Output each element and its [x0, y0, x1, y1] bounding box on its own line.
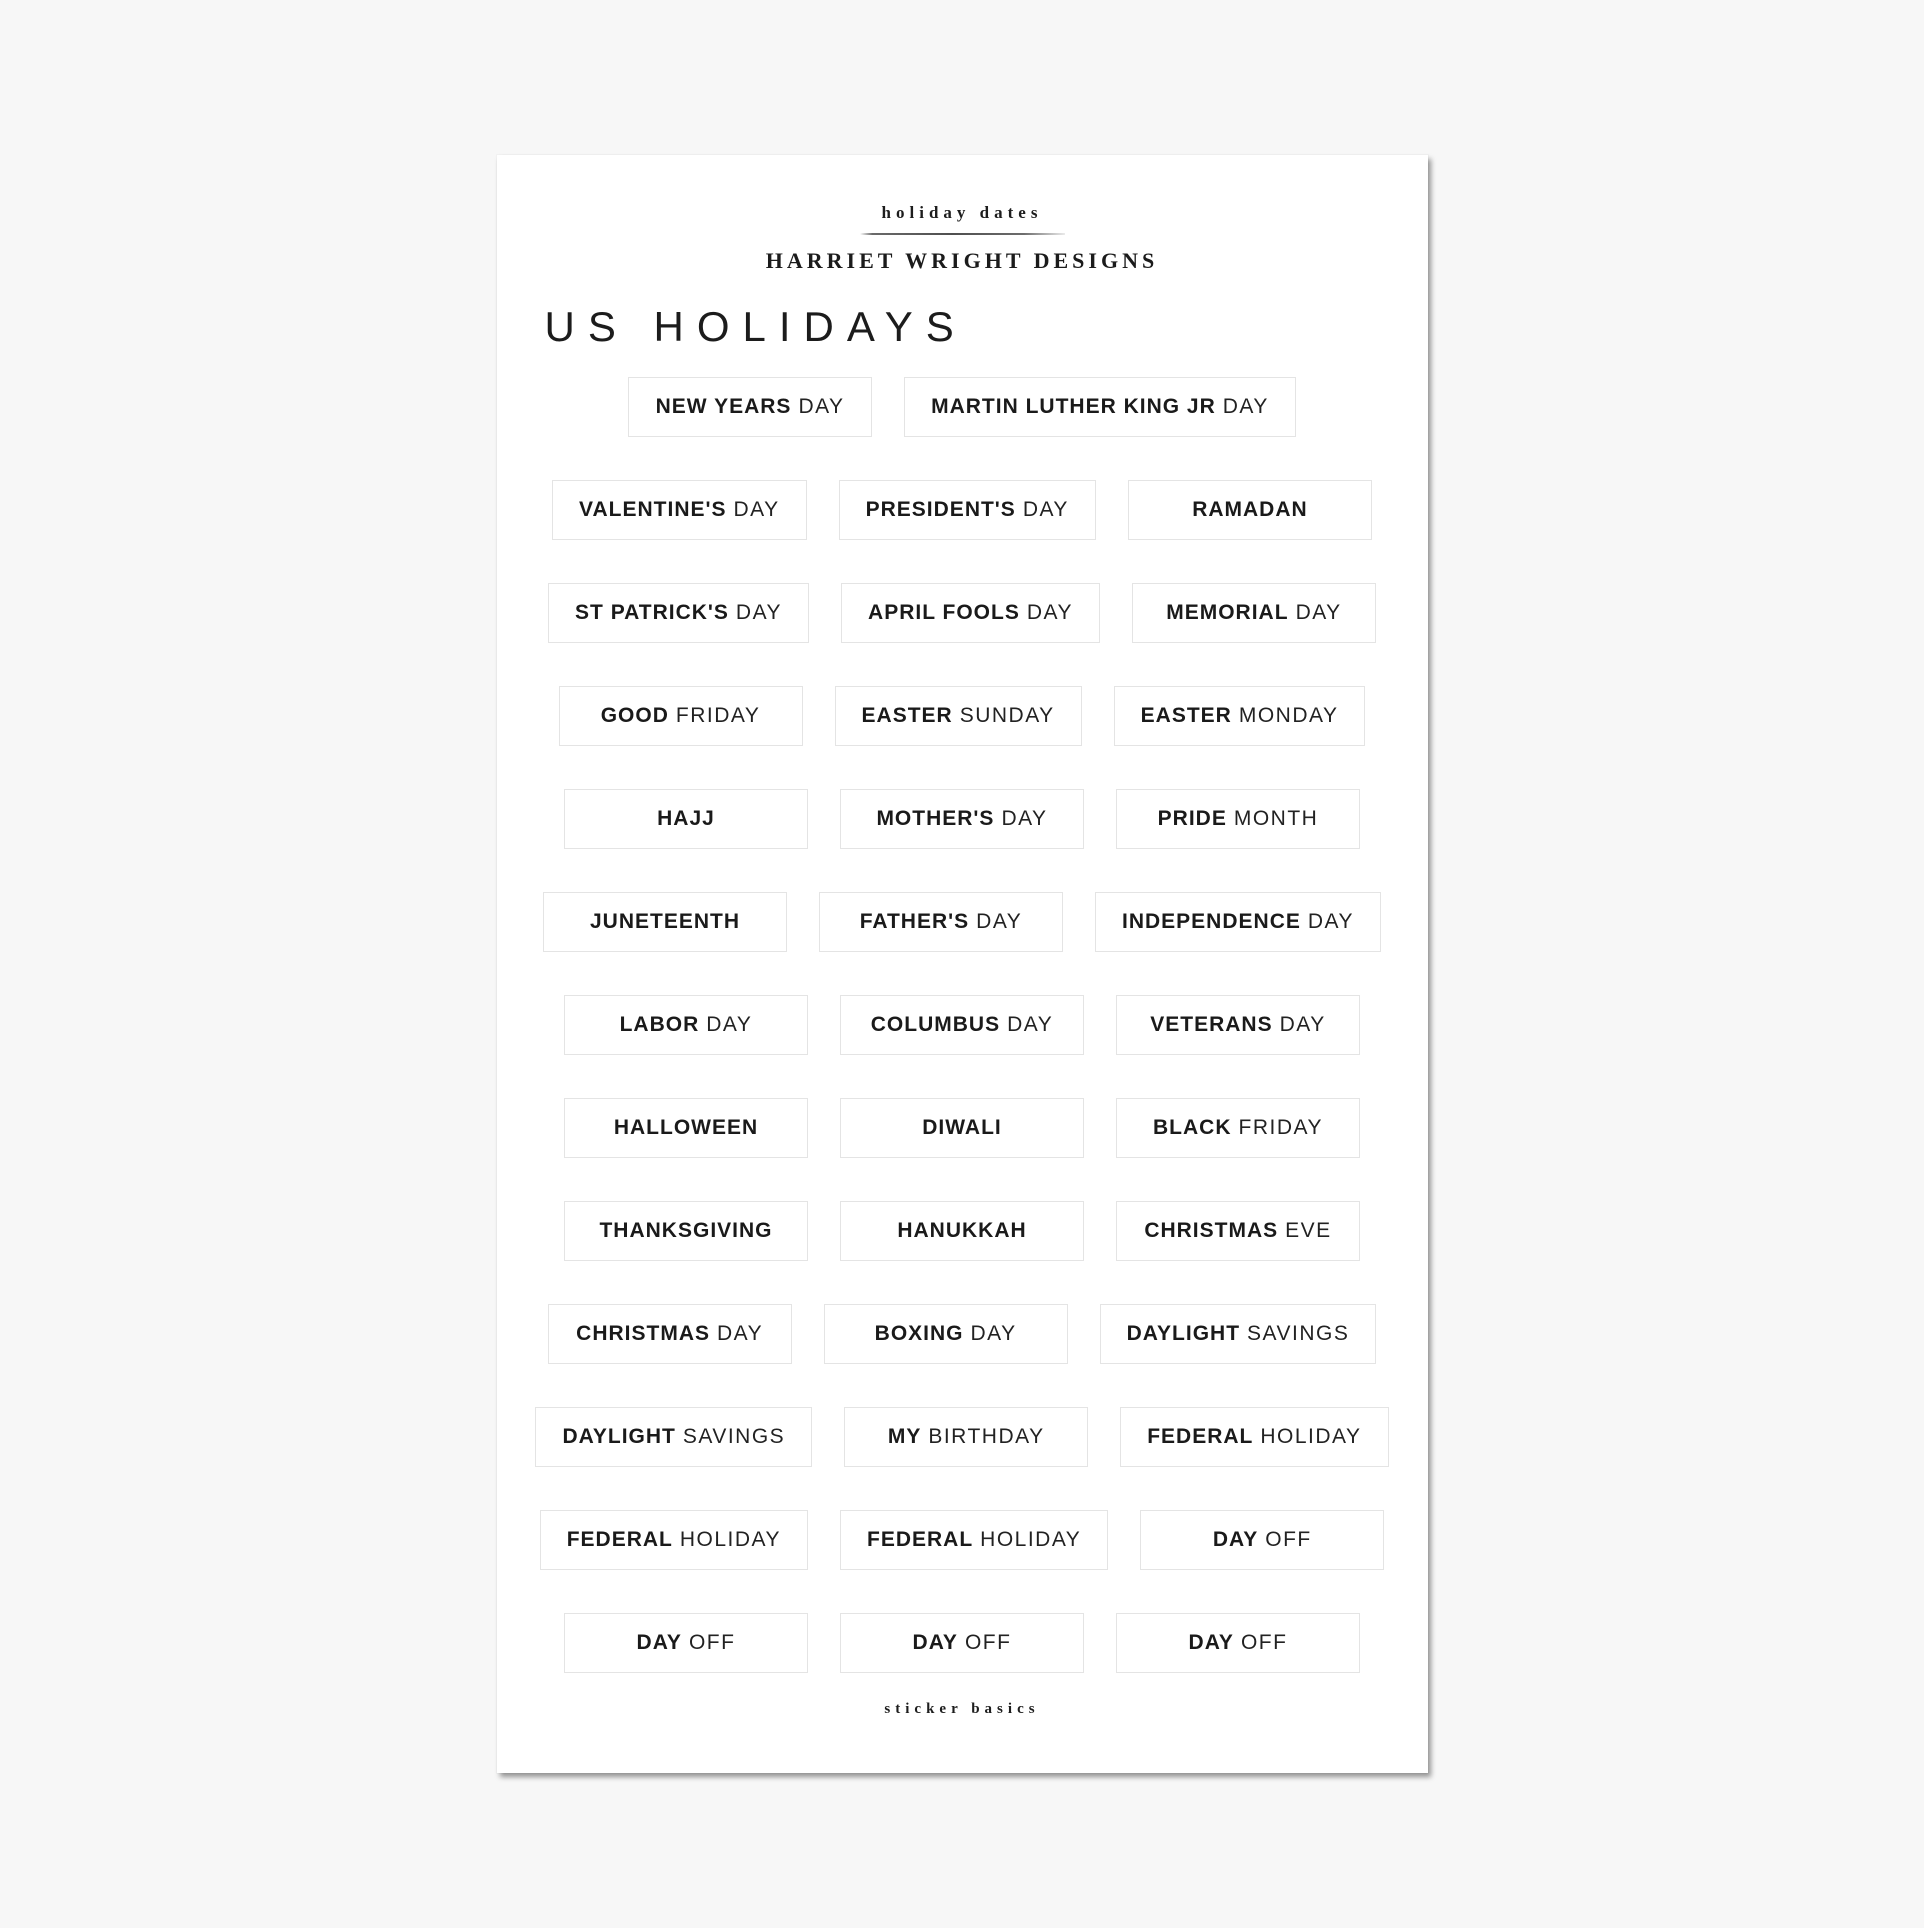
sticker-label-bold: VETERANS — [1150, 1013, 1273, 1036]
sticker-columbus-day — [840, 995, 1084, 1055]
sticker-day-off — [564, 1613, 808, 1673]
page-title: US HOLIDAYS — [544, 303, 967, 350]
sticker-label-bold: LABOR — [619, 1013, 700, 1036]
sticker-label-regular: HOLIDAY — [1260, 1425, 1362, 1448]
sticker-label-bold: PRIDE — [1157, 807, 1227, 830]
sticker-row — [497, 892, 1428, 952]
sticker-grid — [497, 377, 1428, 1673]
sticker-label-regular: SAVINGS — [682, 1425, 786, 1448]
sticker-row — [497, 583, 1428, 643]
sticker-label-regular: OFF — [688, 1631, 736, 1654]
sticker-label-regular: DAY — [1007, 1013, 1054, 1036]
sticker-valentine-s-day — [552, 480, 807, 540]
sticker-label-bold: CHRISTMAS — [1144, 1219, 1279, 1242]
sticker-daylight-savings — [1100, 1304, 1377, 1364]
sticker-label-bold: APRIL FOOLS — [868, 601, 1020, 624]
sticker-label-bold: MEMORIAL — [1166, 601, 1289, 624]
sticker-christmas-day — [548, 1304, 792, 1364]
sticker-christmas-eve — [1116, 1201, 1360, 1261]
sticker-label-bold: DAY — [1212, 1528, 1259, 1551]
sticker-label-bold: HANUKKAH — [897, 1219, 1027, 1242]
sticker-row — [497, 1201, 1428, 1261]
brand-name: HARRIET WRIGHT DESIGNS — [765, 248, 1159, 273]
sticker-easter-sunday — [835, 686, 1082, 746]
sticker-juneteenth — [543, 892, 787, 952]
sticker-label-bold: THANKSGIVING — [599, 1219, 773, 1242]
sticker-boxing-day — [824, 1304, 1068, 1364]
sticker-label-bold: GOOD — [600, 704, 669, 727]
sticker-label-regular: OFF — [964, 1631, 1012, 1654]
sticker-label-bold: BOXING — [874, 1322, 964, 1345]
sticker-ramadan — [1128, 480, 1372, 540]
sticker-label-regular: DAY — [1307, 910, 1354, 933]
sticker-label-bold: NEW YEARS — [655, 395, 792, 418]
sticker-label-regular: MONTH — [1233, 807, 1319, 830]
sticker-independence-day — [1095, 892, 1381, 952]
sticker-label-regular: HOLIDAY — [980, 1528, 1082, 1551]
sticker-pride-month — [1116, 789, 1360, 849]
sticker-label-regular: DAY — [1279, 1013, 1326, 1036]
sticker-row — [497, 686, 1428, 746]
sticker-row — [497, 789, 1428, 849]
sticker-label-bold: CHRISTMAS — [576, 1322, 710, 1345]
sticker-label-bold: BLACK — [1153, 1116, 1232, 1139]
brand-tagline: holiday dates — [881, 203, 1043, 222]
sticker-label-bold: ST PATRICK'S — [575, 601, 729, 624]
sticker-halloween — [564, 1098, 808, 1158]
sticker-label-regular: HOLIDAY — [679, 1528, 781, 1551]
sticker-label-regular: SAVINGS — [1247, 1322, 1350, 1345]
tagline-underline-rule — [860, 233, 1065, 235]
sticker-black-friday — [1116, 1098, 1360, 1158]
sticker-label-regular: MONDAY — [1238, 704, 1339, 727]
sticker-label-bold: FEDERAL — [867, 1528, 974, 1551]
sticker-st-patrick-s-day — [548, 583, 809, 643]
sticker-mother-s-day — [840, 789, 1084, 849]
sticker-label-bold: DAY — [1188, 1631, 1234, 1654]
sticker-labor-day — [564, 995, 808, 1055]
sticker-daylight-savings — [535, 1407, 812, 1467]
sticker-martin-luther-king-jr-day — [904, 377, 1296, 437]
sticker-label-bold: EASTER — [1140, 704, 1232, 727]
sticker-label-bold: MOTHER'S — [876, 807, 995, 830]
sticker-label-bold: MY — [887, 1425, 922, 1448]
sticker-federal-holiday — [840, 1510, 1108, 1570]
sticker-president-s-day — [839, 480, 1096, 540]
sticker-label-bold: FEDERAL — [1147, 1425, 1254, 1448]
sticker-label-bold: PRESIDENT'S — [865, 498, 1016, 521]
sticker-label-regular: DAY — [798, 395, 845, 418]
sticker-label-bold: RAMADAN — [1192, 498, 1308, 521]
sticker-label-regular: DAY — [735, 601, 783, 624]
sticker-day-off — [840, 1613, 1084, 1673]
sticker-good-friday — [559, 686, 803, 746]
sticker-row — [497, 1098, 1428, 1158]
masthead — [497, 203, 1428, 274]
sticker-label-regular: DAY — [717, 1322, 764, 1345]
sticker-label-regular: SUNDAY — [959, 704, 1055, 727]
sticker-father-s-day — [819, 892, 1063, 952]
sticker-new-years-day — [628, 377, 872, 437]
sticker-label-bold: INDEPENDENCE — [1122, 910, 1301, 933]
sticker-label-bold: HAJJ — [657, 807, 715, 830]
sticker-federal-holiday — [540, 1510, 808, 1570]
sticker-label-regular: DAY — [706, 1013, 753, 1036]
sticker-label-regular: DAY — [976, 910, 1023, 933]
sticker-label-regular: DAY — [1022, 498, 1069, 521]
sticker-label-regular: DAY — [970, 1322, 1017, 1345]
sticker-label-bold: DAY — [636, 1631, 682, 1654]
sticker-label-bold: VALENTINE'S — [579, 498, 727, 521]
sticker-label-bold: MARTIN LUTHER KING JR — [931, 395, 1216, 418]
sticker-label-regular: FRIDAY — [675, 704, 761, 727]
sticker-hajj — [564, 789, 808, 849]
sticker-april-fools-day — [841, 583, 1100, 643]
sticker-thanksgiving — [564, 1201, 808, 1261]
sticker-label-regular: DAY — [1222, 395, 1269, 418]
sticker-label-regular: DAY — [1295, 601, 1342, 624]
sticker-label-bold: DIWALI — [922, 1116, 1002, 1139]
sticker-label-regular: FRIDAY — [1238, 1116, 1323, 1139]
sticker-label-regular: OFF — [1240, 1631, 1288, 1654]
sticker-label-bold: EASTER — [861, 704, 953, 727]
sticker-federal-holiday — [1120, 1407, 1388, 1467]
sticker-label-bold: COLUMBUS — [870, 1013, 1001, 1036]
sticker-diwali — [840, 1098, 1084, 1158]
sticker-veterans-day — [1116, 995, 1360, 1055]
sticker-label-bold: JUNETEENTH — [589, 910, 741, 933]
sticker-label-bold: FATHER'S — [859, 910, 970, 933]
sticker-label-regular: BIRTHDAY — [928, 1425, 1045, 1448]
sticker-label-bold: DAY — [912, 1631, 958, 1654]
sticker-row — [497, 1510, 1428, 1570]
sticker-easter-monday — [1114, 686, 1366, 746]
sticker-row — [497, 1613, 1428, 1673]
sticker-row — [497, 995, 1428, 1055]
sticker-label-regular: OFF — [1265, 1528, 1312, 1551]
sticker-row — [497, 1304, 1428, 1364]
sticker-label-regular: DAY — [733, 498, 780, 521]
sticker-day-off — [1116, 1613, 1360, 1673]
sticker-memorial-day — [1132, 583, 1376, 643]
sticker-label-regular: EVE — [1285, 1219, 1332, 1242]
sticker-row — [497, 480, 1428, 540]
sticker-day-off — [1140, 1510, 1384, 1570]
sticker-label-regular: DAY — [1026, 601, 1073, 624]
footer-label: sticker basics — [884, 1701, 1040, 1717]
sticker-label-bold: DAYLIGHT — [562, 1425, 676, 1448]
sticker-label-bold: FEDERAL — [566, 1528, 673, 1551]
sticker-hanukkah — [840, 1201, 1084, 1261]
sticker-label-regular: DAY — [1001, 807, 1048, 830]
sticker-row — [497, 377, 1428, 437]
sticker-label-bold: HALLOWEEN — [613, 1116, 759, 1139]
sticker-label-bold: DAYLIGHT — [1126, 1322, 1241, 1345]
sticker-sheet — [497, 155, 1428, 1773]
sticker-row — [497, 1407, 1428, 1467]
sticker-my-birthday — [844, 1407, 1088, 1467]
